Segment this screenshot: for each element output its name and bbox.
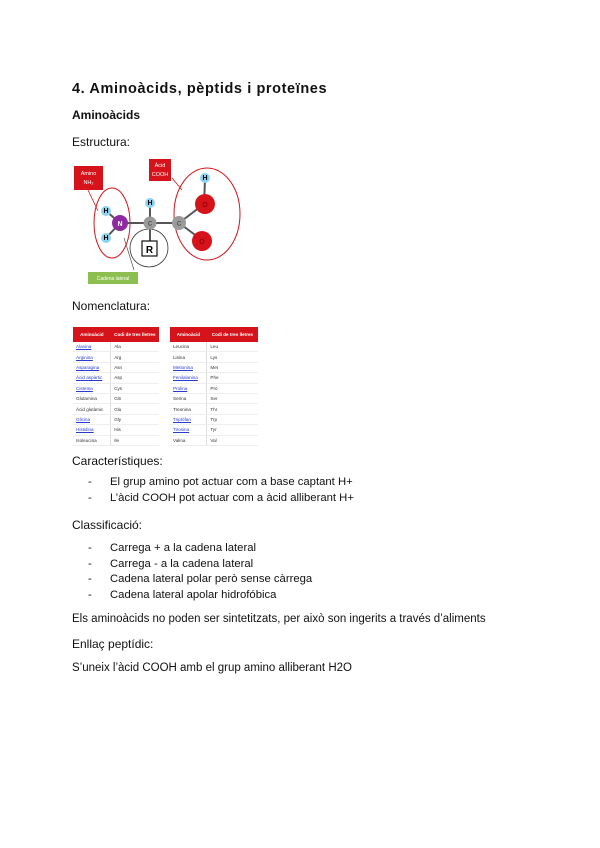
side-chain-label: Cadena lateral xyxy=(96,276,130,282)
enllac-label: Enllaç peptídic: xyxy=(72,637,154,651)
table-row: Treonina Thr xyxy=(170,404,258,414)
table-header: Aminoàcid xyxy=(73,327,111,342)
page-title: 4. Aminoàcids, pèptids i proteïnes xyxy=(72,81,328,97)
table-row: Cisteïna Cys xyxy=(73,383,159,393)
amino-acid-structure-diagram xyxy=(72,156,252,288)
list-item: - Carrega - a la cadena lateral xyxy=(88,557,254,570)
svg-text:H: H xyxy=(103,208,109,215)
list-item: - Carrega + a la cadena lateral xyxy=(88,542,257,554)
list-item: - Cadena lateral apolar hidrofóbica xyxy=(88,588,277,601)
table-header: Aminoàcid xyxy=(170,327,207,342)
amino-label-box xyxy=(74,166,103,190)
acid-label-2: COOH xyxy=(151,172,169,178)
table-row: Glutamina Gln xyxy=(73,393,159,403)
svg-text:N: N xyxy=(117,221,123,228)
nomenclatura-label: Nomenclatura: xyxy=(72,299,151,313)
section-title: Aminoàcids xyxy=(72,108,141,122)
classificacio-list xyxy=(88,541,312,603)
table-header: Codi de tres lletres xyxy=(111,327,159,342)
svg-text:C: C xyxy=(176,221,182,228)
table-row: Glicina Gly xyxy=(73,414,159,424)
list-item: - El grup amino pot actuar com a base captant H+ xyxy=(88,476,353,488)
table-header: Codi de tres lletres xyxy=(207,327,258,342)
table-row: Valina Val xyxy=(170,435,258,445)
table-row: Asparagina Asn xyxy=(73,362,159,372)
r-group-label: R xyxy=(145,245,154,256)
caracteristiques-label: Característiques: xyxy=(72,454,163,468)
table-row: Àcid aspàrtic Asp xyxy=(73,373,159,383)
aliments-paragraph: Els aminoàcids no poden ser sintetitzats, per això son ingerits a través d’aliments xyxy=(72,613,486,625)
table-row: Isoleucina Ile xyxy=(73,435,159,445)
table-row: Alanina Ala xyxy=(73,342,159,352)
table-row: Arginina Arg xyxy=(73,352,159,362)
caracteristiques-list xyxy=(88,475,354,506)
table-row: Àcid glutàmic Glu xyxy=(73,404,159,414)
list-item: - Cadena lateral polar però sense càrrega xyxy=(88,573,313,585)
svg-text:H: H xyxy=(103,235,109,242)
table-row: Tirosina Tyr xyxy=(170,425,258,435)
table-row: Triptòfan Trp xyxy=(170,414,258,424)
amino-label-1: Amino xyxy=(80,171,97,177)
table-row: Leucina Leu xyxy=(170,342,258,352)
table-row: Prolina Pro xyxy=(170,383,258,393)
amino-label-2: NH₂ xyxy=(83,180,94,186)
enllac-text: S’uneix l’àcid COOH amb el grup amino alliberant H2O xyxy=(72,662,352,674)
classificacio-label: Classificació: xyxy=(72,518,143,532)
table-row: Lisina Lys xyxy=(170,352,258,362)
amino-acid-table-left xyxy=(73,327,159,446)
table-row: Histidina His xyxy=(73,425,159,435)
table-row: Serina Ser xyxy=(170,393,258,403)
list-item: - L’àcid COOH pot actuar com a àcid alliberant H+ xyxy=(88,491,354,504)
acid-label-1: Àcid xyxy=(154,163,166,169)
table-row: Fenilalanina Phe xyxy=(170,373,258,383)
svg-text:H: H xyxy=(202,175,208,182)
table-row: Metionina Met xyxy=(170,362,258,372)
svg-text:H: H xyxy=(147,200,153,207)
amino-acid-table-right xyxy=(170,327,258,446)
svg-text:O: O xyxy=(199,239,205,246)
svg-text:C: C xyxy=(147,221,153,228)
estructura-label: Estructura: xyxy=(72,135,131,149)
svg-text:O: O xyxy=(202,202,208,209)
